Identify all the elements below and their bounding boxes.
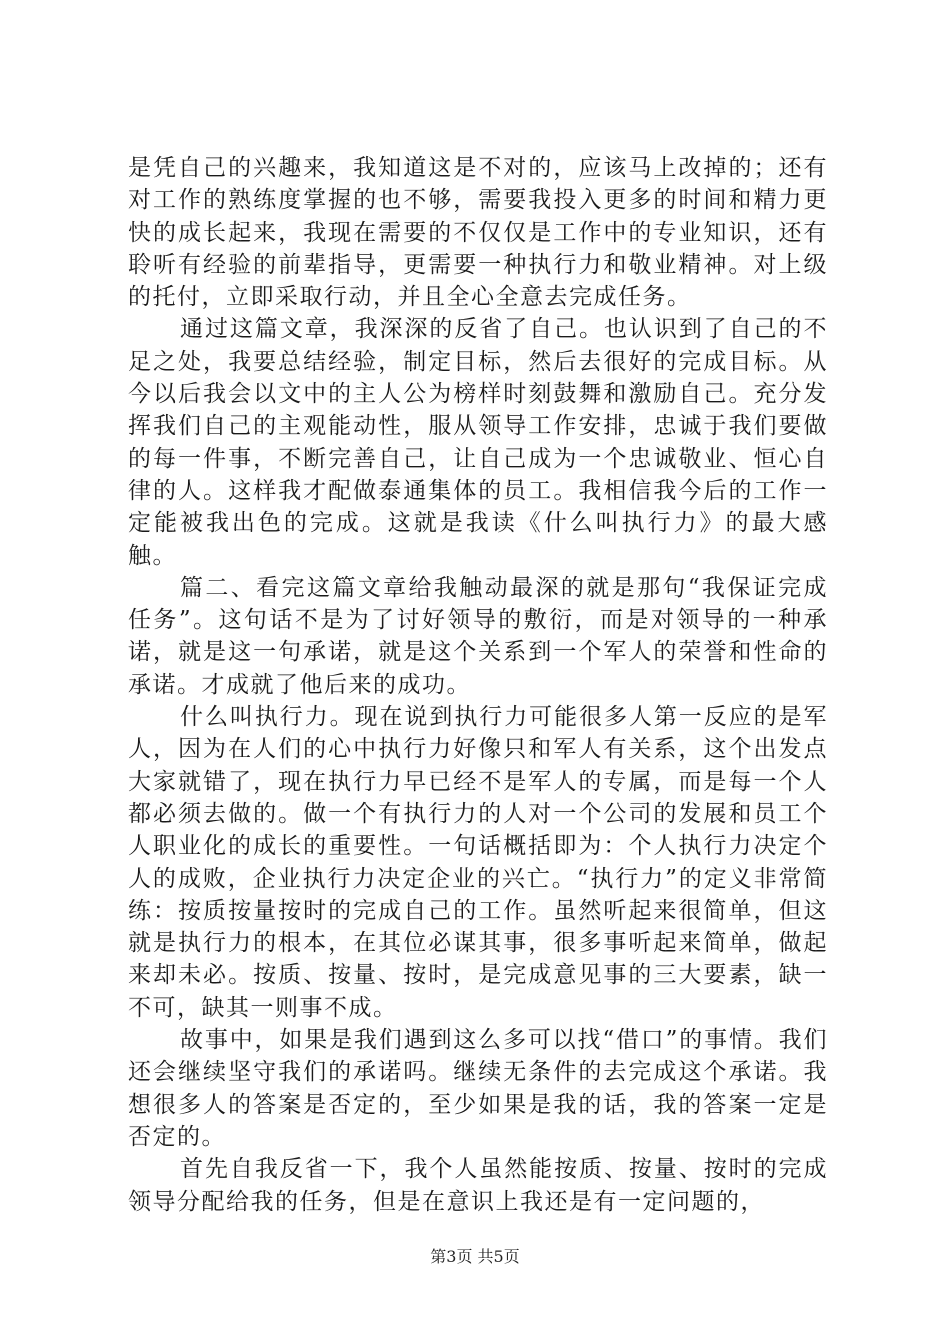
body-text xyxy=(128,152,828,1218)
paragraph-4: 什么叫执行力。现在说到执行力可能很多人第一反应的是军人，因为在人们的心中执行力好像只和军人有关系，这个出发点大家就错了，现在执行力早已经不是军人的专属，而是每一个人都必须去做的。做一个有执行力的人对一个公司的发展和员工个人职业化的成长的重要性。一句话概括即为：个人执行力决定个人的成败，企业执行力决定企业的兴亡。“执行力”的定义非常简练：按质按量按时的完成自己的工作。虽然听起来很简单，但这就是执行力的根本，在其位必谋其事，很多事听起来简单，做起来却未必。按质、按量、按时，是完成意见事的三大要素，缺一不可，缺其一则事不成。 xyxy=(128,704,828,1021)
page-footer: 第3页 共5页 xyxy=(430,1247,520,1266)
paragraph-5: 故事中，如果是我们遇到这么多可以找“借口”的事情。我们还会继续坚守我们的承诺吗。继续无条件的去完成这个承诺。我想很多人的答案是否定的，至少如果是我的话，我的答案一定是否定的。 xyxy=(128,1027,828,1150)
paragraph-6: 首先自我反省一下，我个人虽然能按质、按量、按时的完成领导分配给我的任务，但是在意识上我还是有一定问题的， xyxy=(128,1156,828,1215)
paragraph-3: 篇二、看完这篇文章给我触动最深的就是那句“我保证完成任务”。这句话不是为了讨好领导的敷衍，而是对领导的一种承诺，就是这一句承诺，就是这个关系到一个军人的荣誉和性命的承诺。才成就了他后来的成功。 xyxy=(128,574,828,698)
paragraph-1: 是凭自己的兴趣来，我知道这是不对的，应该马上改掉的；还有对工作的熟练度掌握的也不够，需要我投入更多的时间和精力更快的成长起来，我现在需要的不仅仅是工作中的专业知识，还有聆听有经验的前辈指导，更需要一种执行力和敬业精神。对上级的托付，立即采取行动，并且全心全意去完成任务。 xyxy=(128,155,828,311)
paragraph-2: 通过这篇文章，我深深的反省了自己。也认识到了自己的不足之处，我要总结经验，制定目标，然后去很好的完成目标。从今以后我会以文中的主人公为榜样时刻鼓舞和激励自己。充分发挥我们自己的主观能动性，服从领导工作安排，忠诚于我们要做的每一件事，不断完善自己，让自己成为一个忠诚敬业、恒心自律的人。这样我才配做泰通集体的员工。我相信我今后的工作一定能被我出色的完成。这就是我读《什么叫执行力》的最大感触。 xyxy=(128,316,828,569)
